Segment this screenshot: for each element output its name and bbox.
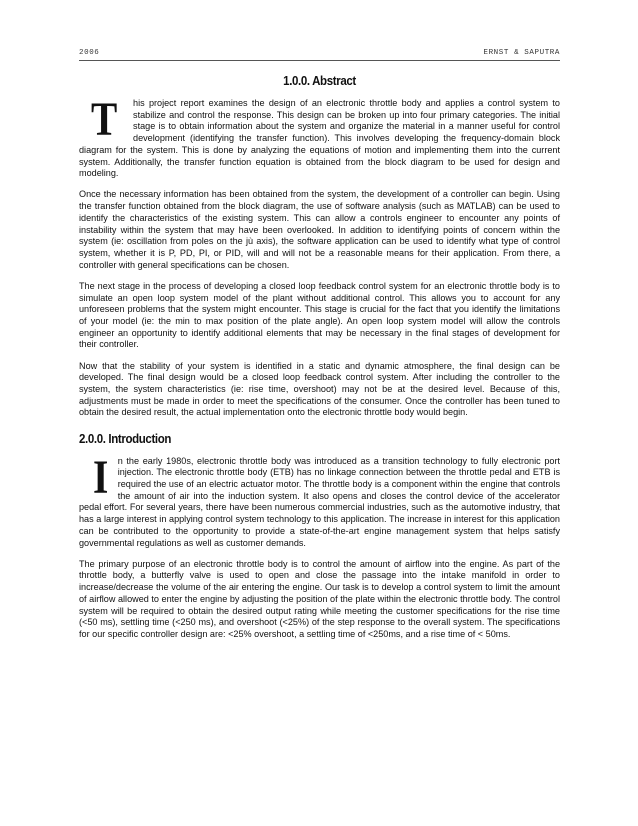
abstract-paragraph-1-text: his project report examines the design of an electronic throttle body and applies a control system to stabilize and control the response. This design can be broken up into four primary categories. The initial stage is to obtain information about the system and organize the material in a manner useful for control development (identifying the transfer function). This involves developing the frequency-domain block diagram for the system. This is done by analyzing the equations of motion and implementing them into the current system. Additionally, the transfer function equation is obtained from the block diagram to be used for design and modeling. [79, 98, 560, 179]
abstract-paragraph-2: Once the necessary information has been obtained from the system, the development of a controller can begin. Using the transfer function obtained from the block diagram, the use of software analysis (such as MATLAB) can be used to identify the characteristics of the existing system. This can allow a controls engineer to encounter any points of instability within the system that may have been overlooked. In addition to identifying points of concern within the system (ie: oscillation from poles on the jù axis), the software application can be used to identify what type of control system, whether it is P, PD, PI, or PID, will and will not be a reasonable means for their application. From there, a controller with general specifications can be chosen. [79, 189, 560, 270]
abstract-paragraph-3: The next stage in the process of developing a closed loop feedback control system for an electronic throttle body is to simulate an open loop system model of the plant without additional control. This allows you to account for any unforeseen problems that the system might encounter. This stage is crucial for the fact that you identify the limitations of your model (ie: the min to max position of the plate angle). An open loop system model will allow the controls engineer an opportunity to identify additional elements that may be necessary in the final stages of development for their controller. [79, 280, 560, 350]
running-header [79, 49, 560, 57]
abstract-dropcap: T [91, 93, 118, 146]
abstract-paragraph-1 [79, 93, 560, 180]
header-authors: ERNST & SAPUTRA [483, 49, 560, 57]
introduction-section [79, 432, 560, 641]
page-body [79, 74, 560, 650]
introduction-title: 2.0.0. Introduction [79, 431, 172, 446]
introduction-paragraph-1-text: n the early 1980s, electronic throttle body was introduced as a transition technology to fully electronic port injection. The electronic throttle body (ETB) has no linkage connection between the throttle pedal and ETB is required the use of an electric actuator motor. The throttle body is a component within the engine that controls the amount of air into the induction system. It also opens and closes the control device of the accelerator pedal effort. For several years, there have been numerous commercial industries, such as the automotive industry, that has a large interest in applying control system technology to this application. The increase in interest for this application can be contributed to the opportunity to provide a state-of-the-art engine management system that helps satisfy governmental regulations as well as customer demands. [79, 455, 560, 548]
introduction-paragraph-1 [79, 450, 560, 550]
header-year: 2006 [79, 49, 100, 57]
introduction-paragraph-2: The primary purpose of an electronic throttle body is to control the amount of airflow into the engine. As part of the throttle body, a butterfly valve is used to open and close the passage into the intake manifold in order to increase/decrease the volume of the air entering the engine. Our task is to develop a control system to limit the amount of airflow allowed to enter the engine by adjusting the position of the plate within the electronic throttle body. The control system will be required to obtain the desired output rating while meeting the customer specifications for the rise time (<50 ms), settling time (<250 ms), and overshoot (<25%) of the step response to the overall system. The specifications for our specific controller design are: <25% overshoot, a settling time of <250ms, and a rise time of < 50ms. [79, 558, 560, 639]
abstract-paragraph-4: Now that the stability of your system is identified in a static and dynamic atmosphere, the final design can be developed. The final design would be a closed loop feedback control system. After including the controller to the system, the system characteristics (ie: rise time, overshoot) may not be at the desired level. Because of this, adjustments must be made in order to meet the specifications of the consumer. Once the controller has been tuned to obtain the desired result, the actual implementation onto the electronic throttle body would begin. [79, 360, 560, 418]
introduction-dropcap: I [93, 450, 109, 504]
header-rule [79, 60, 560, 61]
abstract-title: 1.0.0. Abstract [283, 74, 356, 88]
abstract-section [79, 74, 560, 419]
